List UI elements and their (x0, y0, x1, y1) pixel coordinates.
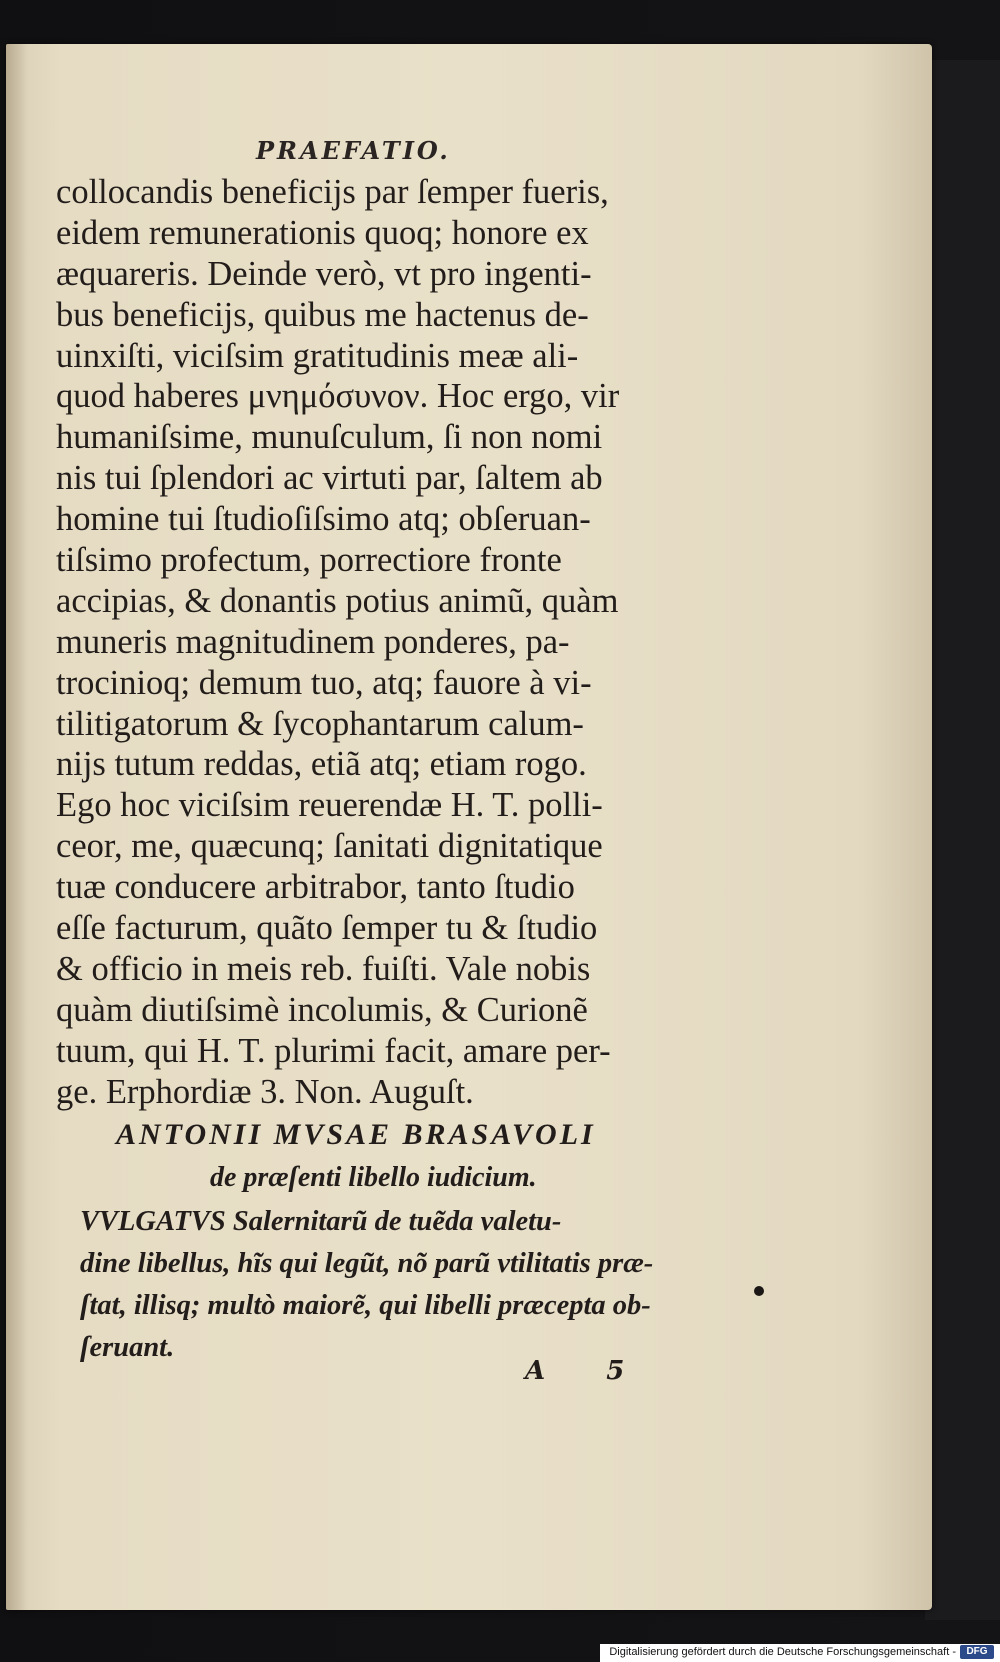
text-line: collocandis beneficijs par ſemper fueris, (56, 173, 609, 211)
text-line: tiſsimo profectum, porrectiore fronte (56, 541, 562, 580)
text-line: tilitigatorum & ſycophantarum calum- (56, 704, 584, 743)
text-line: trocinioq; demum tuo, atq; fauore à vi- (56, 663, 592, 702)
text-line: eidem remunerationis quoq; honore ex (56, 213, 589, 252)
text-line: æquareris. Deinde verò, vt pro ingenti- (56, 254, 592, 293)
preface-body (56, 172, 716, 1112)
text-line: muneris magnitudinem ponderes, pa- (56, 622, 570, 661)
text-line: ceor, me, quæcunq; ſanitati dignitatique (56, 827, 603, 866)
italic-line: VVLGATVS Salernitarũ de tuẽda valetu- (80, 1206, 562, 1237)
margin-dot (754, 1286, 764, 1296)
text-line: eſſe facturum, quãto ſemper tu & ſtudio (56, 909, 598, 948)
scan-edge-strip (925, 60, 1000, 1620)
text-line: accipias, & donantis potius animũ, quàm (56, 581, 619, 620)
italic-line: dine libellus, hĩs qui legũt, nõ parũ vtilitatis præ- (80, 1248, 654, 1279)
section-subheading: de præſenti libello iudicium. (210, 1162, 537, 1193)
text-line: uinxiſti, viciſsim gratitudinis meæ ali- (56, 336, 579, 375)
signature-mark: A 5 (525, 1356, 651, 1386)
text-line: quod haberes μνημόσυνον. Hoc ergo, vir (56, 377, 620, 416)
section-heading: ANTONII MVSAE BRASAVOLI (116, 1118, 596, 1151)
funding-credit: Digitalisierung gefördert durch die Deutsche Forschungsgemeinschaft - (609, 1646, 956, 1658)
italic-line: ſtat, illisq; multò maiorẽ, qui libelli præcepta ob- (80, 1290, 651, 1321)
text-line: homine tui ſtudioſiſsimo atq; obſeruan- (56, 500, 591, 539)
text-line: bus beneficijs, quibus me hactenus de- (56, 295, 589, 334)
text-line: Ego hoc viciſsim reuerendæ H. T. polli- (56, 786, 603, 825)
text-line: tuæ conducere arbitrabor, tanto ſtudio (56, 868, 575, 907)
italic-line: ſeruant. (80, 1332, 175, 1363)
text-line: nijs tutum reddas, etiã atq; etiam rogo. (56, 745, 587, 784)
text-line: quàm diutiſsimè incolumis, & Curionẽ (56, 990, 588, 1029)
text-line: tuum, qui H. T. plurimi facit, amare per- (56, 1031, 611, 1070)
text-line: nis tui ſplendori ac virtuti par, ſaltem ab (56, 459, 603, 498)
text-line: & officio in meis reb. fuiſti. Vale nobis (56, 949, 591, 988)
text-line: humaniſsime, munuſculum, ſi non nomi (56, 418, 603, 457)
text-line: ge. Erphordiæ 3. Non. Auguſt. (56, 1072, 474, 1111)
running-header: PRAEFATIO. (256, 136, 451, 165)
dfg-logo-icon: DFG (960, 1645, 994, 1659)
